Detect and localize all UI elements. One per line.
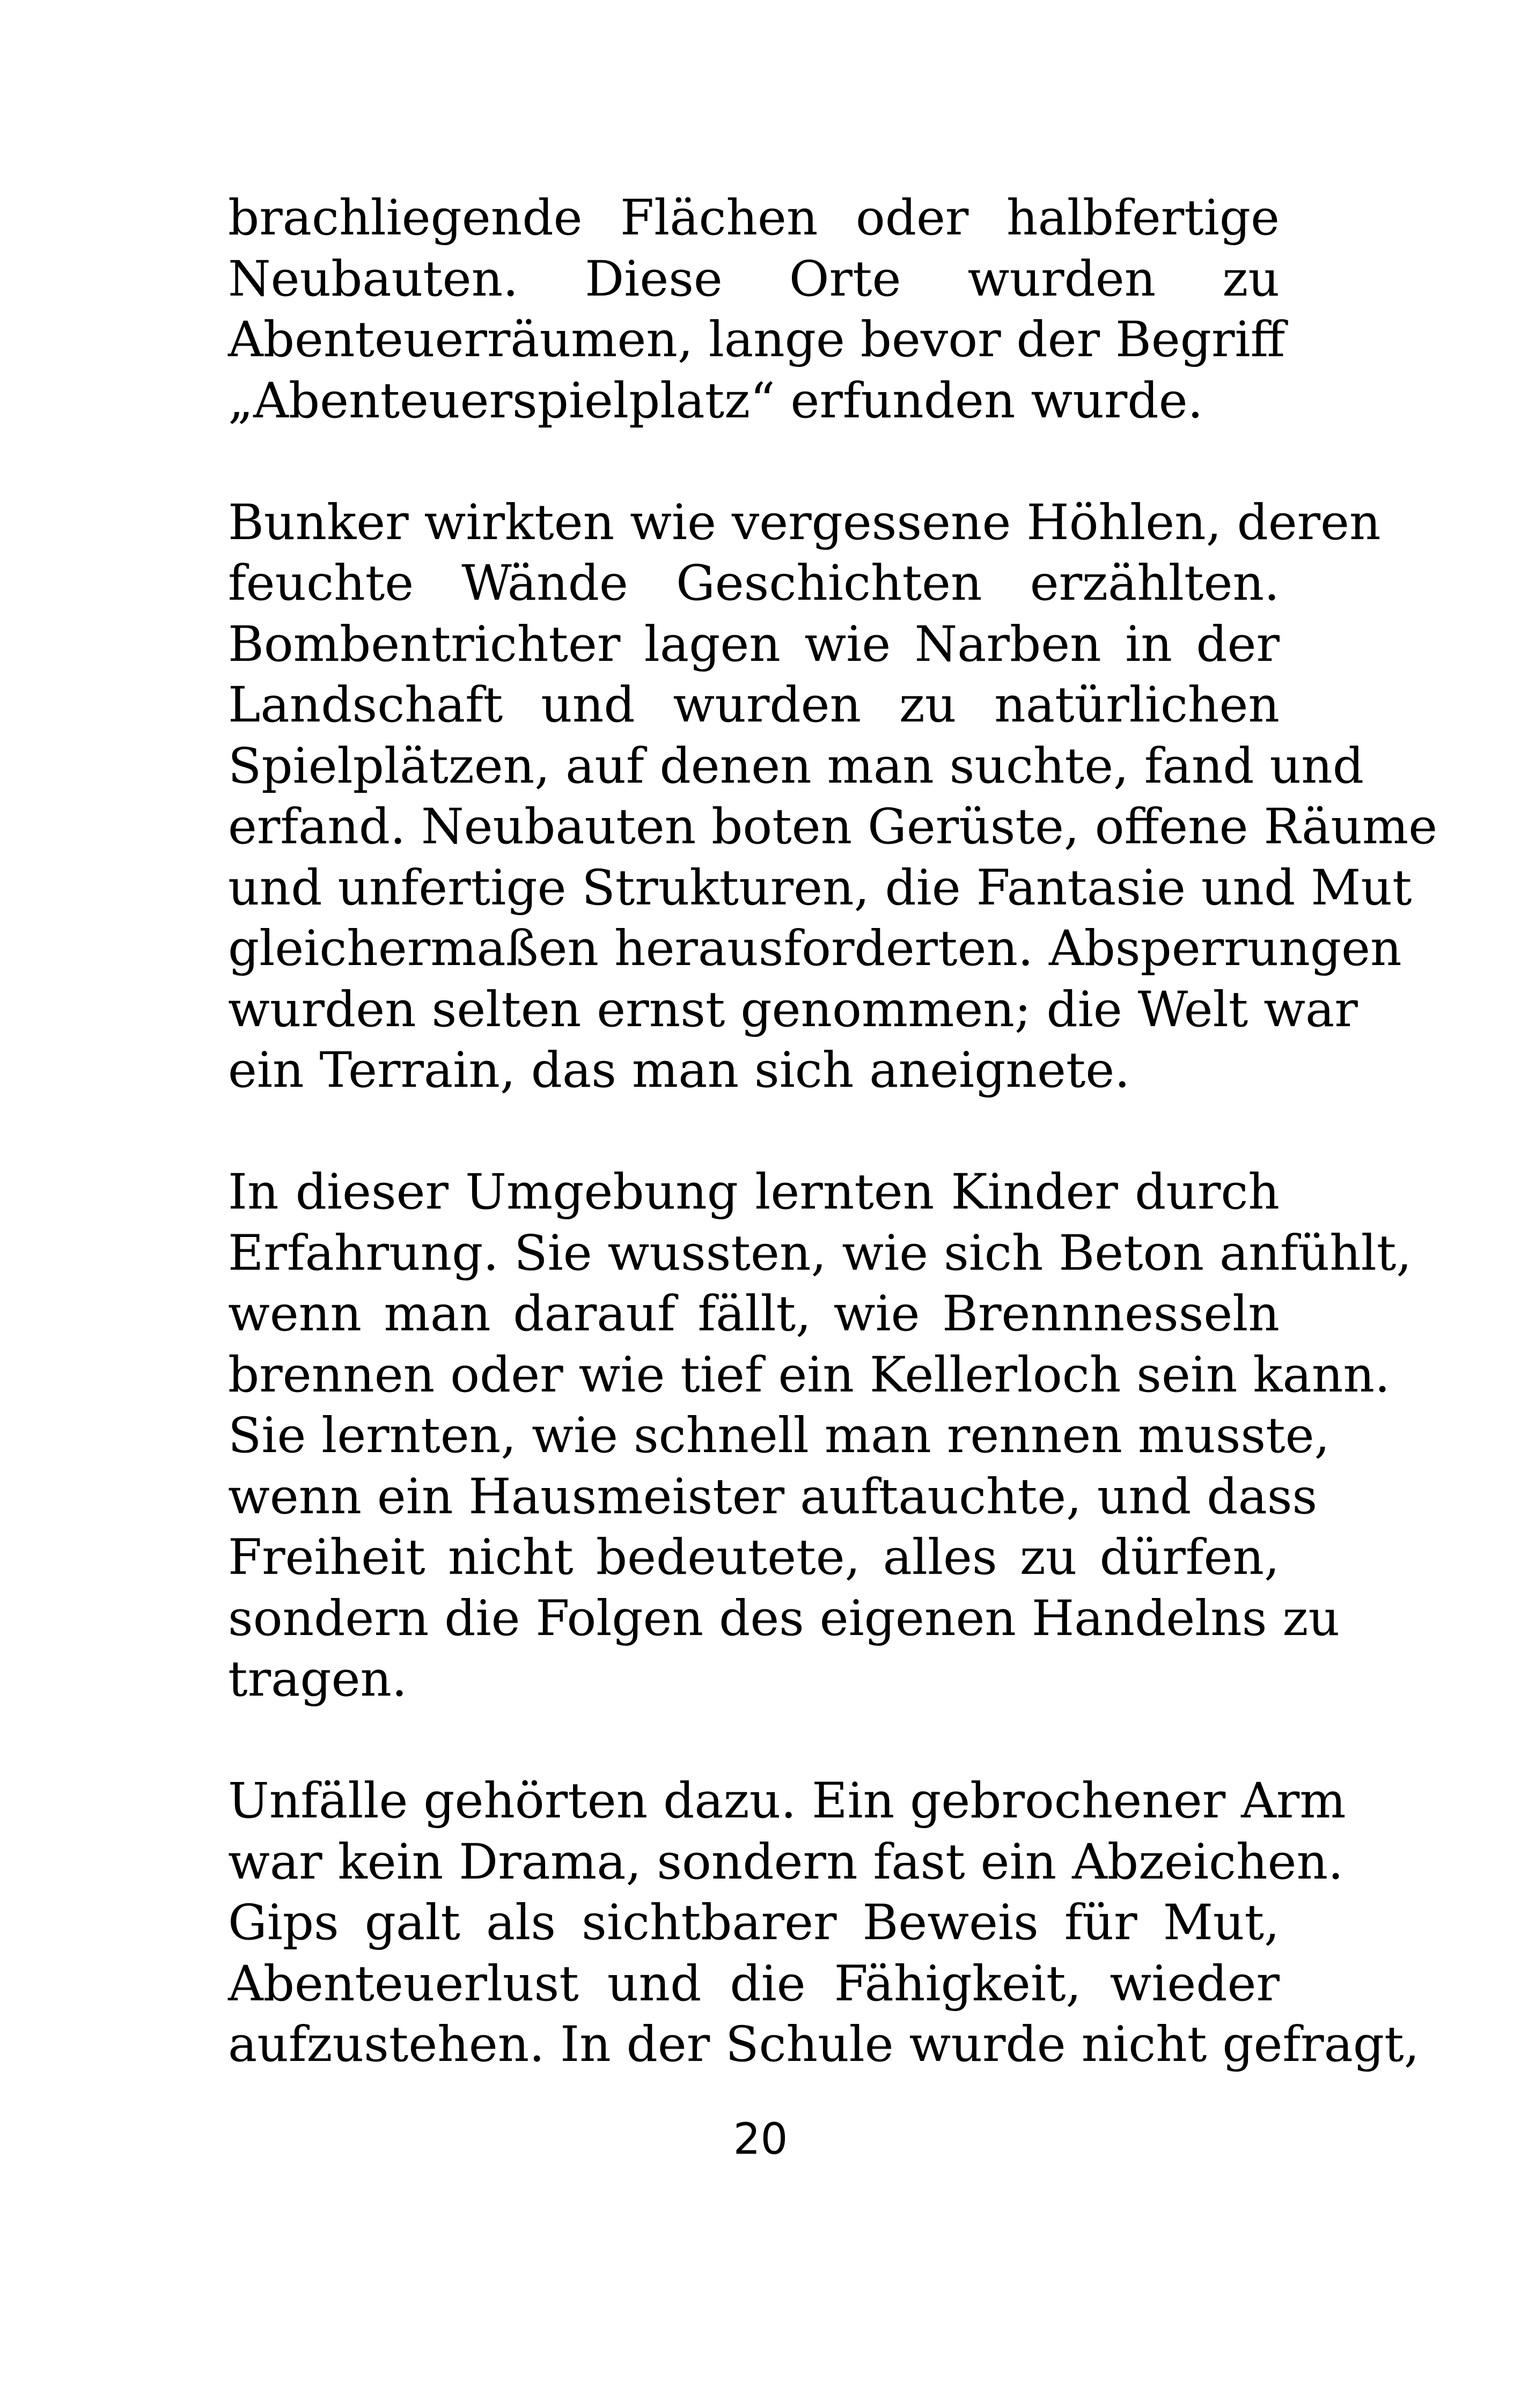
text-line: Sie lernten, wie schnell man rennen musste, — [228, 1408, 1330, 1464]
text-line: wenn man darauf fällt, wie Brennnesseln — [228, 1286, 1280, 1342]
text-line: Unfälle gehörten dazu. Ein gebrochener Arm — [228, 1773, 1346, 1829]
text-line: aufzustehen. In der Schule wurde nicht gefragt, — [228, 2016, 1420, 2073]
text-line: In dieser Umgebung lernten Kinder durch — [228, 1164, 1280, 1220]
text-line: erfand. Neubauten boten Gerüste, offene Räume — [228, 799, 1438, 855]
text-line: Landschaft und wurden zu natürlichen — [228, 677, 1280, 733]
text-line: wenn ein Hausmeister auftauchte, und dass — [228, 1468, 1318, 1525]
text-line: wurden selten ernst genommen; die Welt war — [228, 981, 1358, 1038]
text-line: „Abenteuerspielplatz“ erfunden wurde. — [228, 372, 1203, 429]
text-line: Gips galt als sichtbarer Beweis für Mut, — [228, 1895, 1280, 1951]
paragraph-3 — [228, 1162, 1412, 1710]
page-number: 20 — [733, 2114, 788, 2164]
text-line: brennen oder wie tief ein Kellerloch sein kann. — [228, 1346, 1391, 1403]
text-line: Abenteuerräumen, lange bevor der Begriff — [228, 312, 1285, 368]
paragraph-1 — [228, 188, 1285, 431]
text-line: Abenteuerlust und die Fähigkeit, wieder — [228, 1955, 1280, 2012]
text-line: Erfahrung. Sie wussten, wie sich Beton anfühlt, — [228, 1225, 1412, 1282]
text-line: Spielplätzen, auf denen man suchte, fand und — [228, 738, 1364, 794]
text-line: feuchte Wände Geschichten erzählten. — [228, 555, 1280, 612]
text-line: ein Terrain, das man sich aneignete. — [228, 1042, 1130, 1099]
text-line: Freiheit nicht bedeutete, alles zu dürfen, — [228, 1529, 1280, 1586]
text-line: Bunker wirkten wie vergessene Höhlen, deren — [228, 494, 1381, 551]
text-line: war kein Drama, sondern fast ein Abzeichen. — [228, 1833, 1344, 1890]
paragraph-2 — [228, 492, 1438, 1101]
text-line: Bombentrichter lagen wie Narben in der — [228, 616, 1280, 673]
text-line: tragen. — [228, 1651, 407, 1707]
text-line: Neubauten. Diese Orte wurden zu — [228, 251, 1280, 307]
text-line: sondern die Folgen des eigenen Handelns zu — [228, 1590, 1340, 1647]
text-line: gleichermaßen herausforderten. Absperrungen — [228, 921, 1402, 977]
page-body — [228, 188, 1438, 2136]
text-line: brachliegende Flächen oder halbfertige — [228, 190, 1280, 246]
paragraph-4 — [228, 1771, 1420, 2075]
text-line: und unfertige Strukturen, die Fantasie und Mut — [228, 859, 1412, 916]
